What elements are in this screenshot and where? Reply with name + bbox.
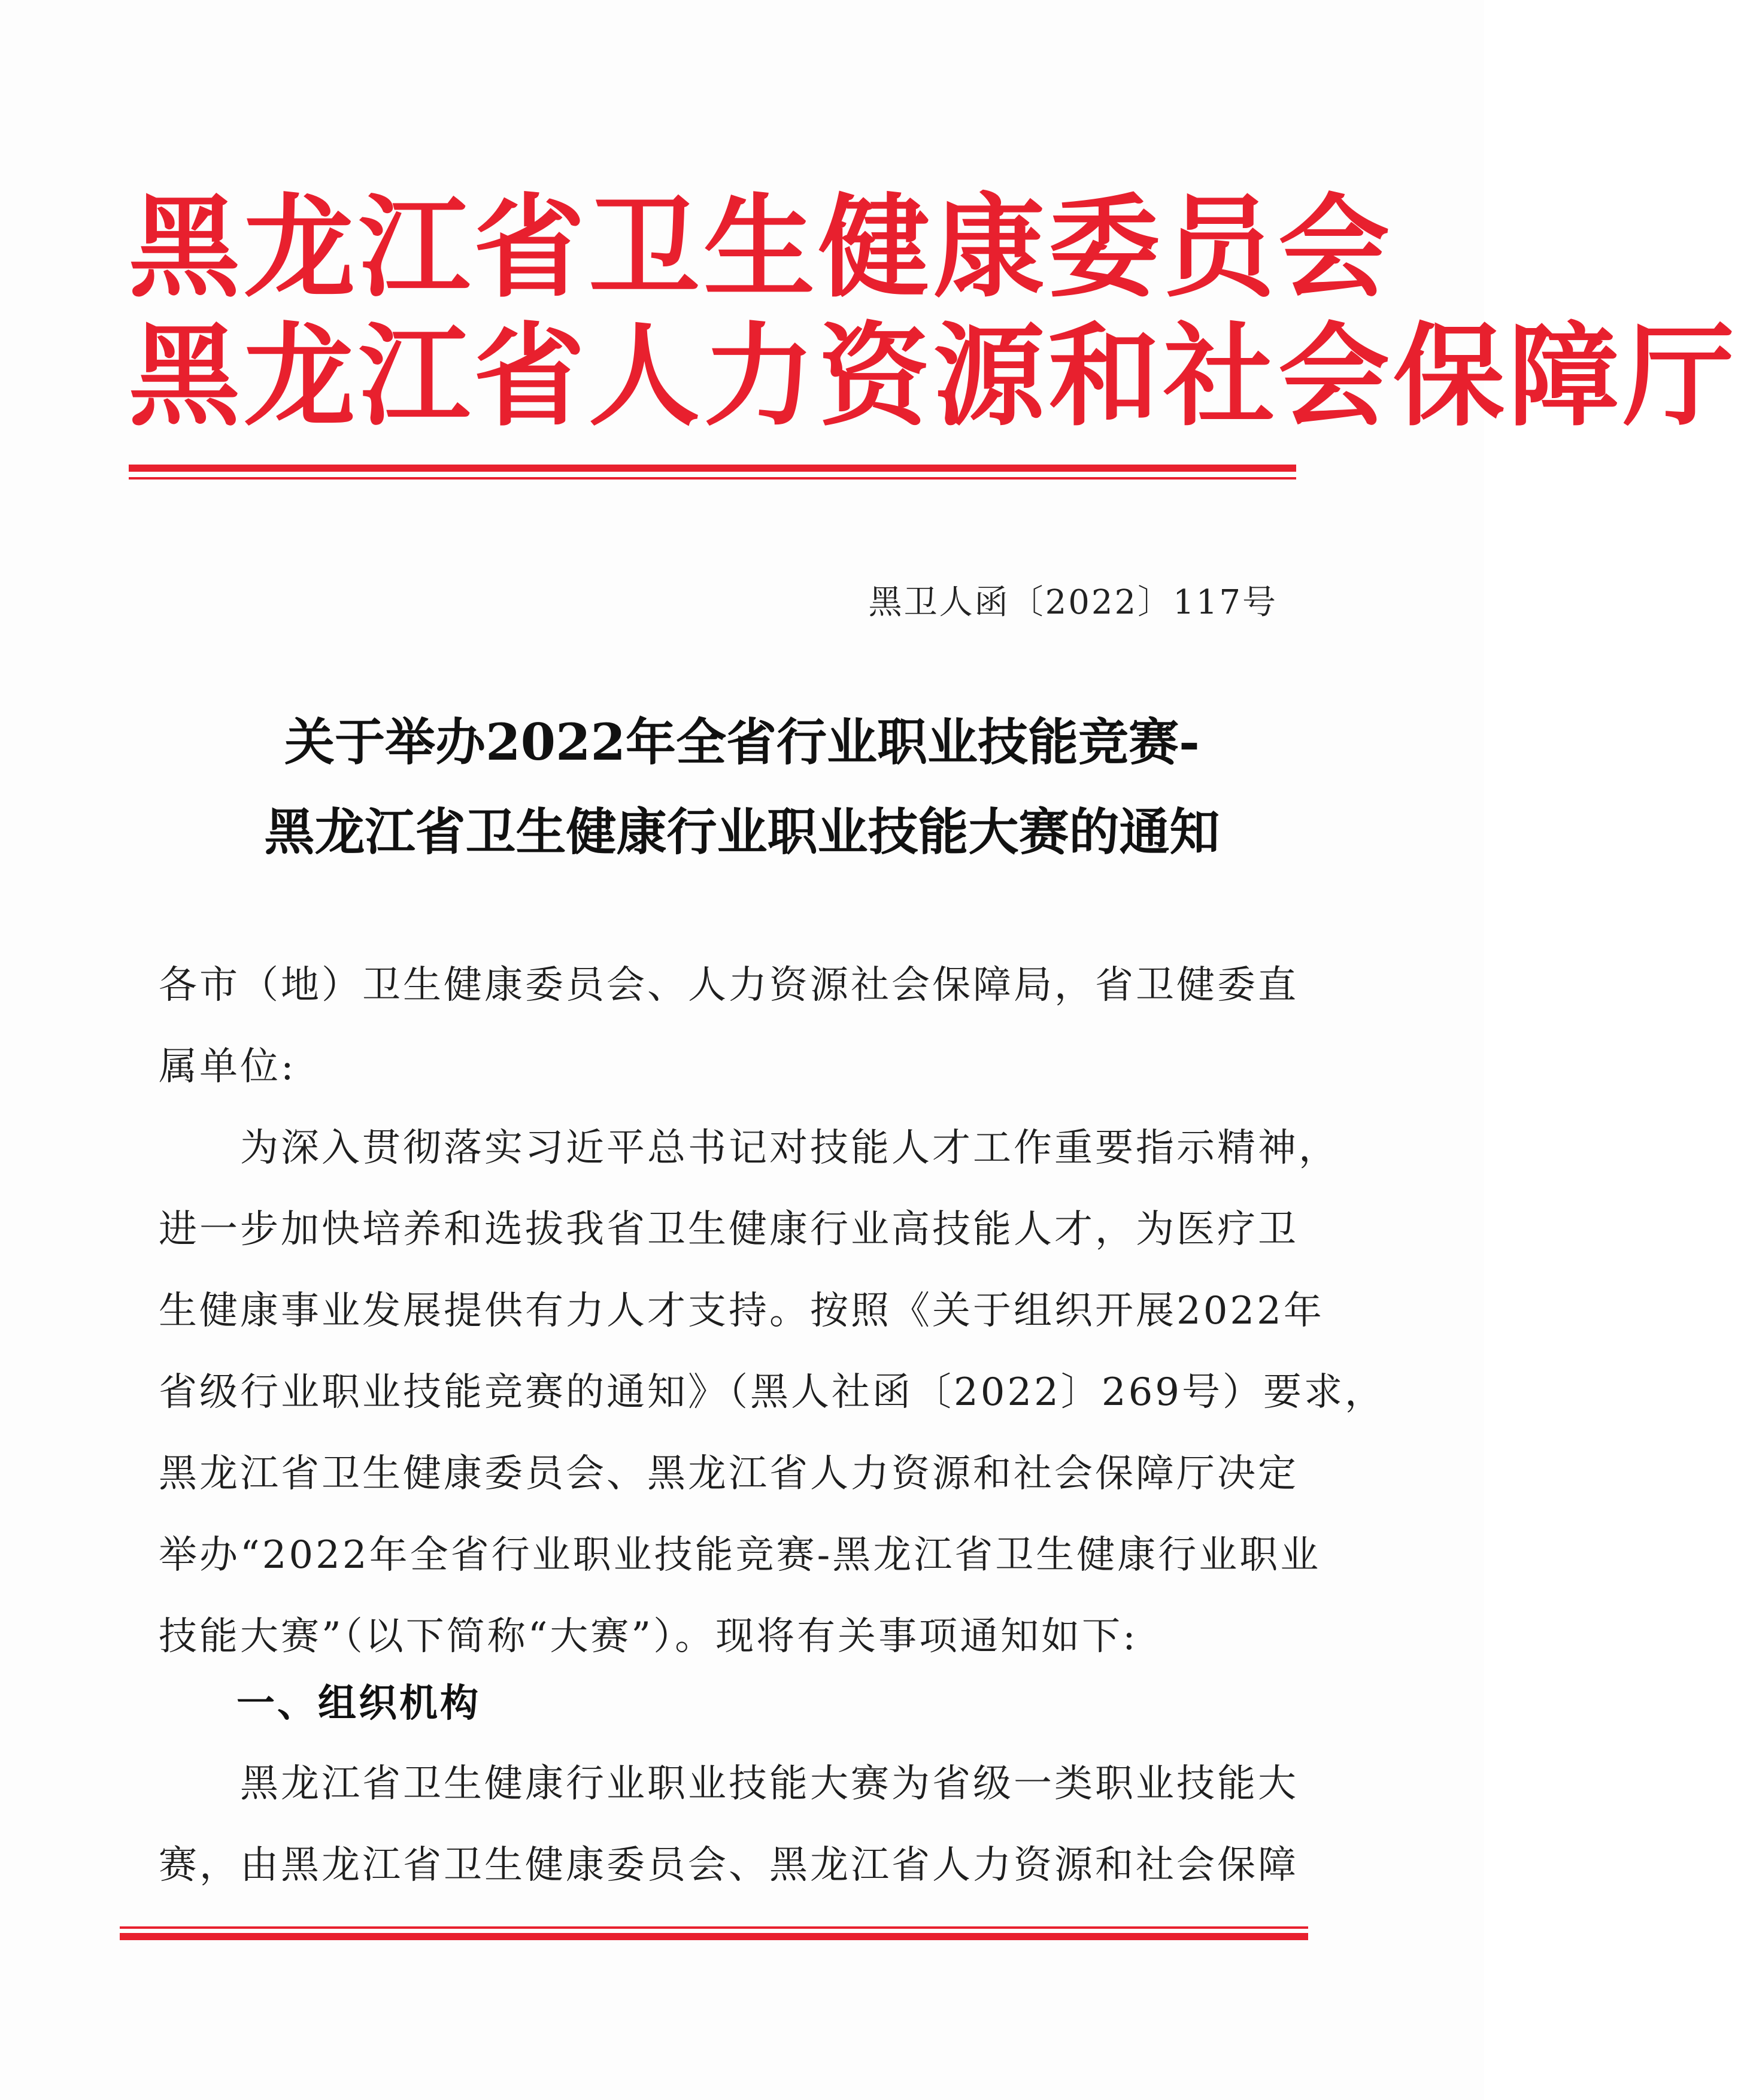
footer-divider-thick bbox=[120, 1933, 1308, 1940]
document-title-line-2: 黑龙江省卫生健康行业职业技能大赛的通知 bbox=[264, 802, 1220, 861]
document-number: 黑卫人函〔2022〕117号 bbox=[868, 583, 1278, 622]
issuer-name-line-2: 黑龙江省人力资源和社会保障厅 bbox=[129, 310, 1738, 441]
issuer-name-line-1: 黑龙江省卫生健康委员会 bbox=[129, 181, 1394, 312]
body-line-8: 举办“2022年全省行业职业技能竞赛-黑龙江省卫生健康行业职业 bbox=[159, 1533, 1321, 1577]
body-line-1: 各市（地）卫生健康委员会、人力资源社会保障局，省卫健委直 bbox=[159, 963, 1299, 1007]
body-line-5: 生健康事业发展提供有力人才支持。按照《关于组织开展2022年 bbox=[159, 1289, 1324, 1333]
body-line-3: 为深入贯彻落实习近平总书记对技能人才工作重要指示精神， bbox=[159, 1126, 1339, 1170]
section-1-line-2: 赛，由黑龙江省卫生健康委员会、黑龙江省人力资源和社会保障 bbox=[159, 1843, 1299, 1887]
body-line-7: 黑龙江省卫生健康委员会、黑龙江省人力资源和社会保障厅决定 bbox=[159, 1452, 1299, 1496]
body-line-2: 属单位: bbox=[159, 1045, 296, 1089]
document-title-line-1: 关于举办2022年全省行业职业技能竞赛- bbox=[284, 712, 1200, 772]
section-1-line-1: 黑龙江省卫生健康行业职业技能大赛为省级一类职业技能大 bbox=[159, 1762, 1299, 1806]
body-line-9: 技能大赛”（以下简称“大赛”）。现将有关事项通知如下: bbox=[159, 1615, 1138, 1659]
header-divider-thin bbox=[129, 477, 1296, 480]
section-heading-organization: 一、组织机构 bbox=[236, 1681, 481, 1726]
body-line-4: 进一步加快培养和选拔我省卫生健康行业高技能人才，为医疗卫 bbox=[159, 1207, 1299, 1252]
header-divider-thick bbox=[129, 465, 1296, 472]
footer-divider-thin bbox=[120, 1926, 1308, 1929]
body-line-6: 省级行业职业技能竞赛的通知》（黑人社函〔2022〕269号）要求， bbox=[159, 1370, 1386, 1415]
